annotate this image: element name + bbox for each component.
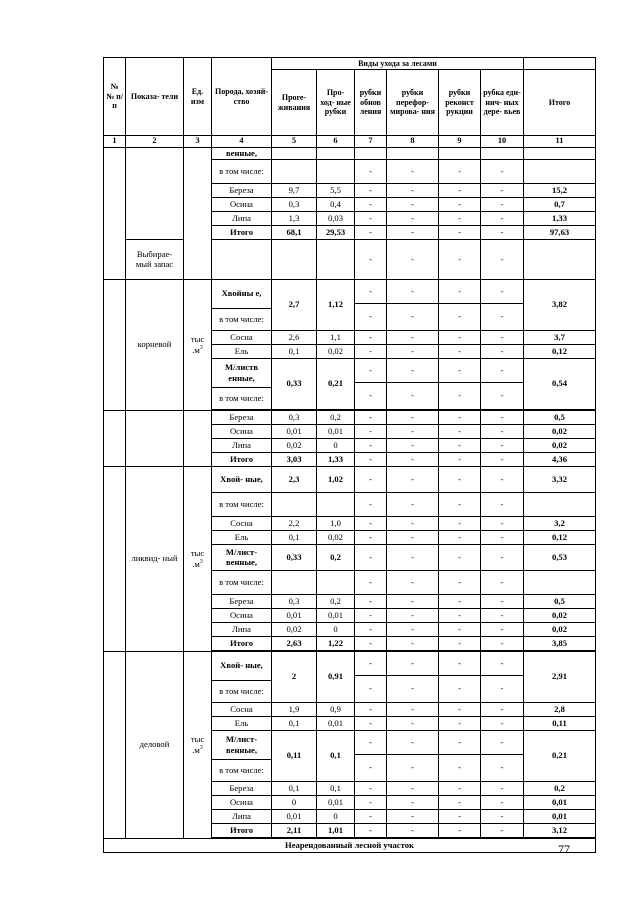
unit-cell [184,147,212,279]
species-cell: Осина [212,424,272,438]
species-cell: Липа [212,211,272,225]
species-cell: Хвой- ные, [212,466,272,492]
table-row: Осина 0,01 0,01 - - - - 0,02 [104,424,596,438]
table-row: Итого 2,11 1,01 - - - - 3,12 [104,823,596,837]
column-number: 10 [481,136,524,148]
indicator-cell: Выбирае- мый запас [126,239,184,279]
table-row: Ель 0,1 0,02 - - - - 0,12 [104,530,596,544]
forest-care-table [103,57,596,853]
species-cell: в том числе: [212,308,272,330]
table-row: Ель 0,1 0,01 - - - - 0,11 [104,716,596,730]
species-cell: Сосна [212,702,272,716]
header-reconstruction-cuttings: рубки реконст рукции [439,70,481,136]
header-passage-cuttings: Про- ход- ные рубки [317,70,355,136]
table-row: - - - - [104,675,596,680]
table-row [104,838,596,852]
unit-cell: тыс $.м^3$ [184,279,212,410]
species-cell: Липа [212,438,272,452]
table-row [104,147,596,159]
species-cell: Береза [212,410,272,424]
table-row: Осина 0 0,01 - - - - 0,01 [104,795,596,809]
species-cell: венные, [212,147,272,159]
header-reformation-cuttings: рубки перефор- мирова- ния [387,70,439,136]
table-row: деловой тыс $.м^3$ Хвой- ные, 2 0,91 - - - - 2,91 [104,651,596,675]
indicator-cell: корневой [126,279,184,410]
table-row: М/лист- венные, 0,11 0,1 - - - - 0,21 [104,730,596,754]
row-number-cell [104,651,126,838]
unit-cell: тыс $.м^3$ [184,651,212,838]
non-leased-plot-row: Неарендованный лесной участок [104,838,596,852]
table-row: Осина 0,3 0,4 - - - - 0,7 [104,197,596,211]
column-number: 9 [439,136,481,148]
species-cell: Хвой- ные, [212,651,272,680]
table-row: Береза 0,3 0,2 - - - - 0,5 [104,410,596,424]
column-number: 8 [387,136,439,148]
species-cell: Ель [212,344,272,358]
table-row: корневой тыс $.м^3$ Хвойны е, 2,7 1,12 - - - - 3,82 [104,279,596,303]
indicator-cell: деловой [126,651,184,838]
table-row: Выбирае- мый запас - - - - [104,239,596,279]
indicator-cell [126,147,184,239]
table-row: в том числе: - - - - [104,570,596,594]
species-cell: Береза [212,594,272,608]
unit-cell [184,410,212,466]
species-cell: Хвойны е, [212,279,272,308]
species-cell: Итого [212,225,272,239]
header-total: Итого [524,70,596,136]
column-number: 5 [272,136,317,148]
species-cell: Липа [212,622,272,636]
table-row: Сосна 2,2 1,0 - - - - 3,2 [104,516,596,530]
species-cell: Береза [212,781,272,795]
species-cell: М/лист- венные, [212,544,272,570]
table-row: Береза 0,3 0,2 - - - - 0,5 [104,594,596,608]
table-row: Сосна 2,6 1,1 - - - - 3,7 [104,330,596,344]
table-row: М/лист- венные, 0,33 0,2 - - - - 0,53 [104,544,596,570]
species-cell: М/лист- венные, [212,730,272,759]
unit-cell: тыс $.м^3$ [184,466,212,651]
table-row: - - - - [104,382,596,387]
column-number-row [104,136,596,148]
species-cell: Итого [212,636,272,650]
species-cell: Итого [212,452,272,466]
column-number: 6 [317,136,355,148]
table-row: Итого 68,1 29,53 - - - - 97,63 [104,225,596,239]
species-cell: в том числе: [212,759,272,781]
row-number-cell [104,410,126,466]
header-unit: Ед. изм [184,58,212,136]
column-number: 1 [104,136,126,148]
header-single-tree-cutting: рубка еди- нич- ных дере- вьев [481,70,524,136]
species-cell: в том числе: [212,387,272,409]
table-row: в том числе: - - - - [104,492,596,516]
column-number: 3 [184,136,212,148]
row-number-cell [104,279,126,410]
header-blank [524,58,596,70]
header-number: № № п/п [104,58,126,136]
species-cell: Осина [212,608,272,622]
column-number: 4 [212,136,272,148]
row-number-cell [104,147,126,279]
table-row: Береза 9,7 5,5 - - - - 15,2 [104,183,596,197]
species-cell: Ель [212,530,272,544]
table-row: Итого 3,03 1,33 - - - - 4,36 [104,452,596,466]
row-number-cell [104,466,126,651]
table-row: Липа 0,02 0 - - - - 0,02 [104,622,596,636]
table-row: Береза 0,1 0,1 - - - - 0,2 [104,781,596,795]
species-cell: в том числе: [212,680,272,702]
column-number: 7 [355,136,387,148]
table-row: Липа 0,02 0 - - - - 0,02 [104,438,596,452]
species-cell: М/листв енные, [212,358,272,387]
species-cell: Береза [212,183,272,197]
species-cell: Осина [212,795,272,809]
species-cell: Осина [212,197,272,211]
page-number: 77 [558,842,570,856]
species-cell: в том числе: [212,159,272,183]
table-row: в том числе: - - - - [104,159,596,183]
column-number: 2 [126,136,184,148]
header-thinning: Прore- живания [272,70,317,136]
forest-care-table-container [103,57,596,853]
species-cell: Сосна [212,516,272,530]
table-row: Сосна 1,9 0,9 - - - - 2,8 [104,702,596,716]
table-row: Липа 0,01 0 - - - - 0,01 [104,809,596,823]
species-cell: Ель [212,716,272,730]
table-row: - - - - [104,754,596,759]
header-renewal-cuttings: рубки обнов ления [355,70,387,136]
indicator-cell [126,410,184,466]
indicator-cell: ликвид- ный [126,466,184,651]
species-cell: Итого [212,823,272,837]
header-species: Порода, хозяй- ство [212,58,272,136]
table-row: Итого 2,63 1,22 - - - - 3,85 [104,636,596,650]
header-indicator: Показа- тели [126,58,184,136]
species-cell: Липа [212,809,272,823]
table-row: М/листв енные, 0,33 0,21 - - - - 0,54 [104,358,596,382]
header-care-types: Виды ухода за лесами [272,58,524,70]
column-number: 11 [524,136,596,148]
species-cell: в том числе: [212,570,272,594]
table-row: Липа 1,3 0,03 - - - - 1,33 [104,211,596,225]
species-cell: в том числе: [212,492,272,516]
table-row: Осина 0,01 0,01 - - - - 0,02 [104,608,596,622]
table-row: ликвид- ный тыс $.м^3$ Хвой- ные, 2,3 1,02 - - - - 3,32 [104,466,596,492]
table-row: - - - - [104,303,596,308]
species-cell: Сосна [212,330,272,344]
table-row: Ель 0,1 0,02 - - - - 0,12 [104,344,596,358]
